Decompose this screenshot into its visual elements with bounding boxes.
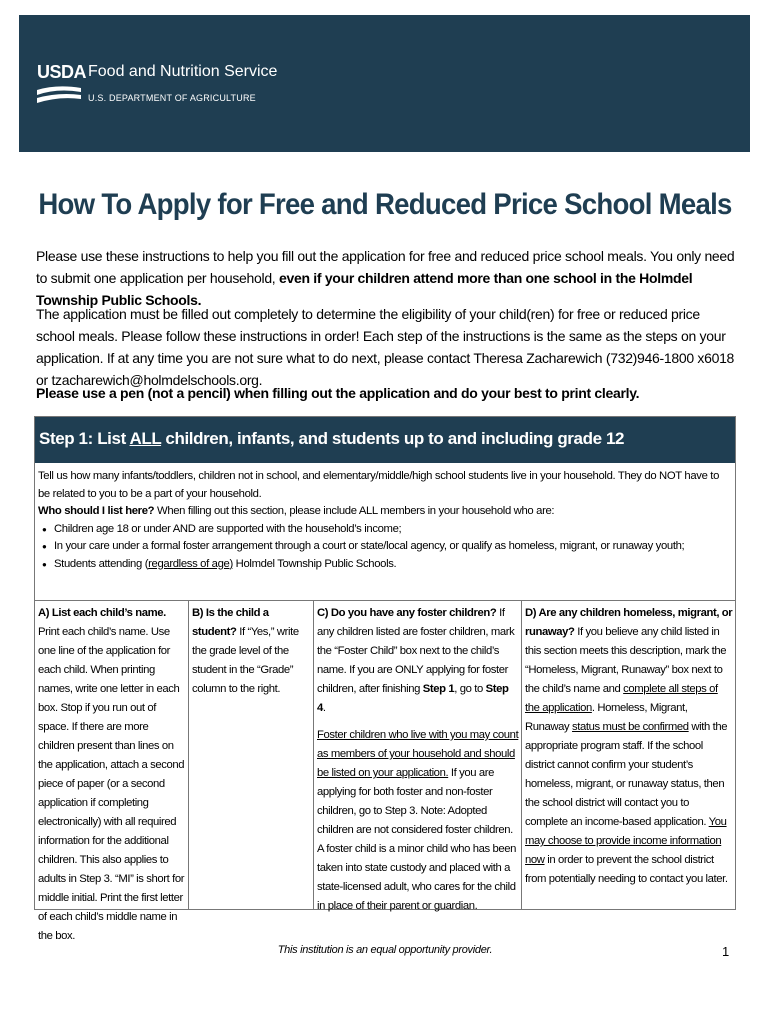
list-item: ● Children age 18 or under AND are supported with the household’s income; [38, 521, 732, 539]
column-c-p2 [317, 726, 519, 916]
step-header-text-2: children, infants, and students up to and including grade 12 [161, 429, 625, 448]
who-should-i-list [38, 503, 732, 521]
equal-opportunity-footer: This institution is an equal opportunity provider. [277, 944, 493, 956]
column-d-text-3: with the appropriate program staff. If the school district cannot confirm your student’s homeless, migrant, or runaway status, then the school district will contact you to complete an income-based application. [525, 721, 728, 828]
column-a-title: A) List each child’s name. [38, 607, 166, 619]
who-text: When filling out this section, please include ALL members in your household who are: [154, 505, 555, 517]
pen-instruction: Please use a pen (not a pencil) when filling out the application and do your best to print clearly. [36, 385, 640, 401]
header-banner [19, 15, 750, 152]
column-d-text: If you believe any child listed in this section meets this description, mark the “Homeless, Migrant, Runaway” box next to the child’s name and [525, 626, 727, 695]
column-d-text-2: . Homeless, Migrant, Runaway [525, 702, 688, 733]
page-title: How To Apply for Free and Reduced Price School Meals [38, 188, 732, 221]
step-1-description: Tell us how many infants/toddlers, children not in school, and elementary/middle/high school students live in your household. They do NOT have to be related to you to be a part of your household. [38, 470, 720, 500]
step-1-intro [38, 468, 732, 573]
column-c-underline: Foster children who live with you may count as members of your household and should be listed on your application. [317, 729, 519, 779]
agency-name: Food and Nutrition Service [88, 63, 278, 80]
district-name: Holmdel Township Public Schools. [36, 270, 693, 308]
usda-swoosh-icon [37, 84, 81, 106]
step-1-ref: Step 1 [422, 683, 455, 695]
column-b-title: B) Is the child a student? [192, 607, 269, 638]
who-label: Who should I list here? [38, 505, 155, 517]
bullet-text-2: Holmdel Township Public Schools. [232, 557, 397, 570]
column-d-title: D) Are any children homeless, migrant, or runaway? [525, 607, 733, 638]
usda-logo [37, 62, 277, 132]
column-a-text: Print each child’s name. Use one line of the application for each child. When printing names, write one letter in each box. Stop if you run out of space. If there are more children present than lines on the application, attach a second piece of paper (or a second application if completing electronically) with all required information for the additional children. This also applies to adults in Step 3. “MI” is short for middle initial. Print the first letter of each child’s middle name in the box. [38, 626, 185, 942]
column-a [35, 601, 188, 942]
step-header-text: Step 1: List [39, 429, 130, 448]
column-d-underline-3: You may choose to provide income information now [525, 816, 727, 866]
step-4-ref: Step 4 [317, 683, 509, 714]
column-c [313, 601, 521, 910]
usda-logo-text: USDA [37, 62, 87, 82]
list-item: ● In your care under a formal foster arrangement through a court or state/local agency, or qualify as homeless, migrant, or runaway youth; [38, 538, 732, 556]
column-b [188, 601, 313, 910]
list-item [38, 556, 732, 574]
column-c-text-4: If you are applying for both foster and non-foster children, go to Step 3. Note: Adopted children are not considered foster children. A foster child is a minor child who has been taken into state custody and placed with a state-licensed adult, who cares for the child in place of their parent or guardian. [317, 767, 517, 912]
bullet-underline: regardless of age) [148, 557, 233, 570]
step-1-columns [35, 600, 735, 942]
department-name: U.S. DEPARTMENT OF AGRICULTURE [88, 93, 256, 103]
column-c-text-3: . [322, 702, 326, 714]
intro-paragraph-2: The application must be filled out completely to determine the eligibility of your child(ren) for free or reduced price school meals. Please follow these instructions in order! Each step of the instructions is the same as the steps on your application. If at any time you are not sure what to do next, please contact Theresa Zacharewich (732)946-1800 x6018 or tzacharewich@holmdelschools.org. [36, 306, 735, 388]
bullet-text: Students attending ( [54, 557, 149, 570]
intro-paragraph-1 [36, 245, 736, 311]
column-b-text: If “Yes,” write the grade level of the student in the “Grade” column to the right. [192, 626, 299, 695]
step-header-all: ALL [129, 429, 162, 448]
intro-emphasis: even if your children attend more than one school in the [278, 270, 640, 286]
column-c-text-2: , go to [454, 683, 486, 695]
column-d-underline-1: complete all steps of the application [525, 683, 718, 714]
column-c-text: If any children listed are foster children, mark the “Foster Child” box next to the child’s name. If you are ONLY applying for foster children, after finishing [317, 607, 515, 695]
column-d-underline-2: status must be confirmed [572, 721, 689, 733]
member-criteria-list [38, 521, 732, 574]
step-1-header [35, 417, 735, 463]
step-1-section [34, 416, 736, 942]
column-d-text-4: in order to prevent the school district from potentially needing to contact you later. [525, 854, 728, 885]
page-number: 1 [722, 944, 730, 959]
intro-text: Please use these instructions to help you fill out the application for free and reduced price school meals. You only need to submit one application per household, [36, 248, 735, 286]
column-d [521, 601, 735, 910]
column-c-p1 [317, 604, 519, 718]
column-c-title: C) Do you have any foster children? [317, 607, 497, 619]
